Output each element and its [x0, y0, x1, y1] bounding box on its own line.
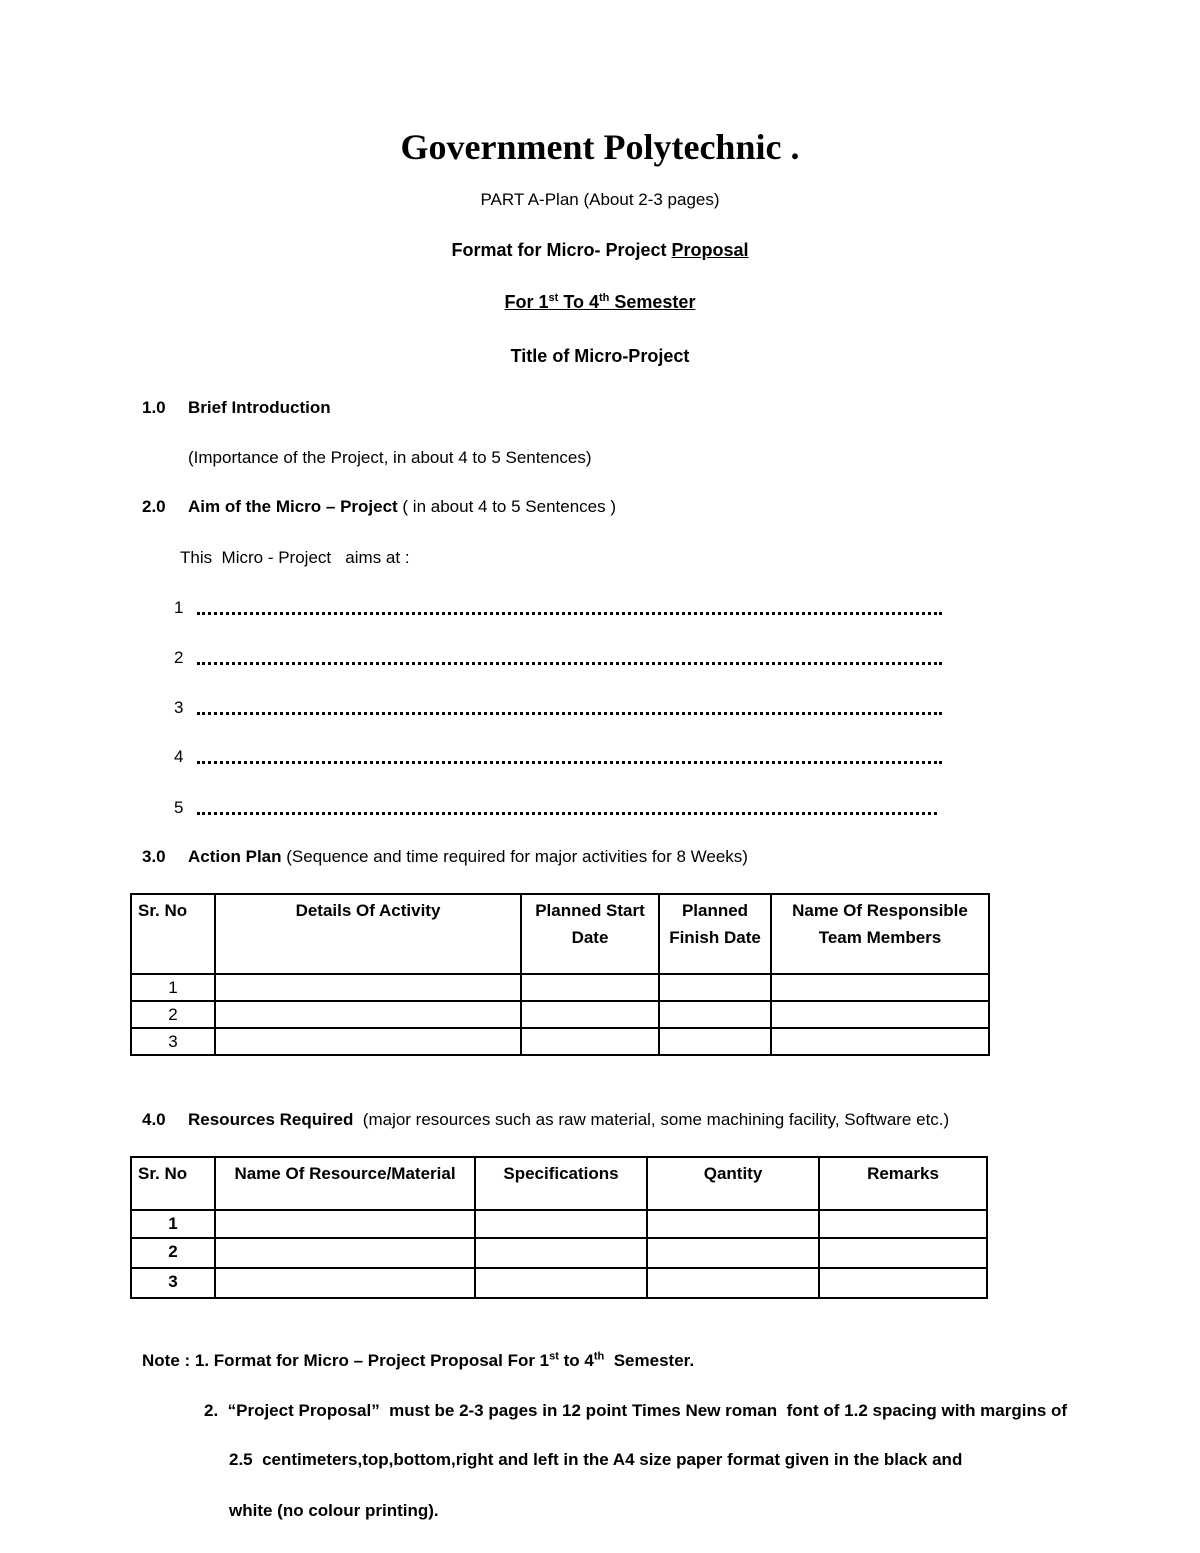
column-header: Name Of Resource/Material [215, 1157, 475, 1210]
finish-date-cell[interactable] [659, 1028, 771, 1055]
section-1-number: 1.0 [142, 398, 166, 417]
column-header: Specifications [475, 1157, 647, 1210]
activity-cell[interactable] [215, 974, 521, 1001]
table-header-row [131, 894, 989, 974]
remarks-cell[interactable] [819, 1268, 987, 1298]
table-row [131, 1268, 987, 1298]
column-header: Planned Start Date [521, 894, 659, 974]
institute-title: Government Polytechnic . [400, 127, 800, 167]
specifications-cell[interactable] [475, 1268, 647, 1298]
remarks-cell[interactable] [819, 1210, 987, 1238]
section-4-number: 4.0 [142, 1110, 166, 1129]
format-title: Format for Micro- Project Proposal [451, 240, 749, 260]
section-2-number: 2.0 [142, 497, 166, 516]
specifications-cell[interactable] [475, 1238, 647, 1268]
aim-item-number: 3 [174, 698, 184, 717]
note-line-2: 2. “Project Proposal” must be 2-3 pages in 12 point Times New roman font of 1.2 spacing with margins of [204, 1401, 1068, 1420]
aim-item-blank-line [197, 650, 942, 665]
section-3-heading: Action Plan (Sequence and time required for major activities for 8 Weeks) [188, 847, 748, 866]
quantity-cell[interactable] [647, 1268, 819, 1298]
row-number: 3 [131, 1028, 215, 1055]
row-number: 3 [131, 1268, 215, 1298]
aim-item-blank-line [197, 800, 937, 815]
table-row [131, 1238, 987, 1268]
specifications-cell[interactable] [475, 1210, 647, 1238]
row-number: 2 [131, 1001, 215, 1028]
team-members-cell[interactable] [771, 1028, 989, 1055]
table-header-row [131, 1157, 987, 1210]
action-plan-table [130, 893, 990, 1056]
resource-name-cell[interactable] [215, 1238, 475, 1268]
resource-name-cell[interactable] [215, 1210, 475, 1238]
quantity-cell[interactable] [647, 1238, 819, 1268]
aim-item-blank-line [197, 749, 942, 764]
row-number: 1 [131, 1210, 215, 1238]
section-1-detail: (Importance of the Project, in about 4 to 5 Sentences) [188, 448, 592, 467]
row-number: 2 [131, 1238, 215, 1268]
column-header: Details Of Activity [215, 894, 521, 974]
column-header: Qantity [647, 1157, 819, 1210]
aim-intro: This Micro - Project aims at : [180, 548, 410, 567]
section-1-title: Brief Introduction [188, 398, 331, 417]
finish-date-cell[interactable] [659, 1001, 771, 1028]
aim-item-number: 2 [174, 648, 184, 667]
table-row [131, 1210, 987, 1238]
start-date-cell[interactable] [521, 1028, 659, 1055]
finish-date-cell[interactable] [659, 974, 771, 1001]
column-header: Planned Finish Date [659, 894, 771, 974]
aim-item-blank-line [197, 600, 942, 615]
note-line-3: 2.5 centimeters,top,bottom,right and left in the A4 size paper format given in the black and [229, 1450, 963, 1469]
table-row [131, 974, 989, 1001]
remarks-cell[interactable] [819, 1238, 987, 1268]
team-members-cell[interactable] [771, 1001, 989, 1028]
aim-item-number: 1 [174, 598, 184, 617]
part-label: PART A-Plan (About 2-3 pages) [480, 190, 720, 209]
column-header: Name Of Responsible Team Members [771, 894, 989, 974]
column-header: Sr. No [131, 894, 215, 974]
aim-item-number: 4 [174, 747, 184, 766]
activity-cell[interactable] [215, 1001, 521, 1028]
section-4-heading: Resources Required (major resources such as raw material, some machining facility, Software etc.) [188, 1110, 950, 1129]
row-number: 1 [131, 974, 215, 1001]
activity-cell[interactable] [215, 1028, 521, 1055]
note-line-1: Note : 1. Format for Micro – Project Proposal For 1st to 4th Semester. [142, 1350, 695, 1370]
column-header: Remarks [819, 1157, 987, 1210]
semester-line: For 1st To 4th Semester [504, 292, 696, 312]
note-line-4: white (no colour printing). [229, 1501, 439, 1520]
table-row [131, 1028, 989, 1055]
section-3-number: 3.0 [142, 847, 166, 866]
column-header: Sr. No [131, 1157, 215, 1210]
section-2-heading: Aim of the Micro – Project ( in about 4 to 5 Sentences ) [188, 497, 617, 516]
start-date-cell[interactable] [521, 974, 659, 1001]
resource-name-cell[interactable] [215, 1268, 475, 1298]
start-date-cell[interactable] [521, 1001, 659, 1028]
quantity-cell[interactable] [647, 1210, 819, 1238]
resources-table [130, 1156, 988, 1299]
team-members-cell[interactable] [771, 974, 989, 1001]
table-row [131, 1001, 989, 1028]
project-title-heading: Title of Micro-Project [510, 346, 690, 366]
aim-item-blank-line [197, 700, 942, 715]
aim-item-number: 5 [174, 798, 184, 817]
